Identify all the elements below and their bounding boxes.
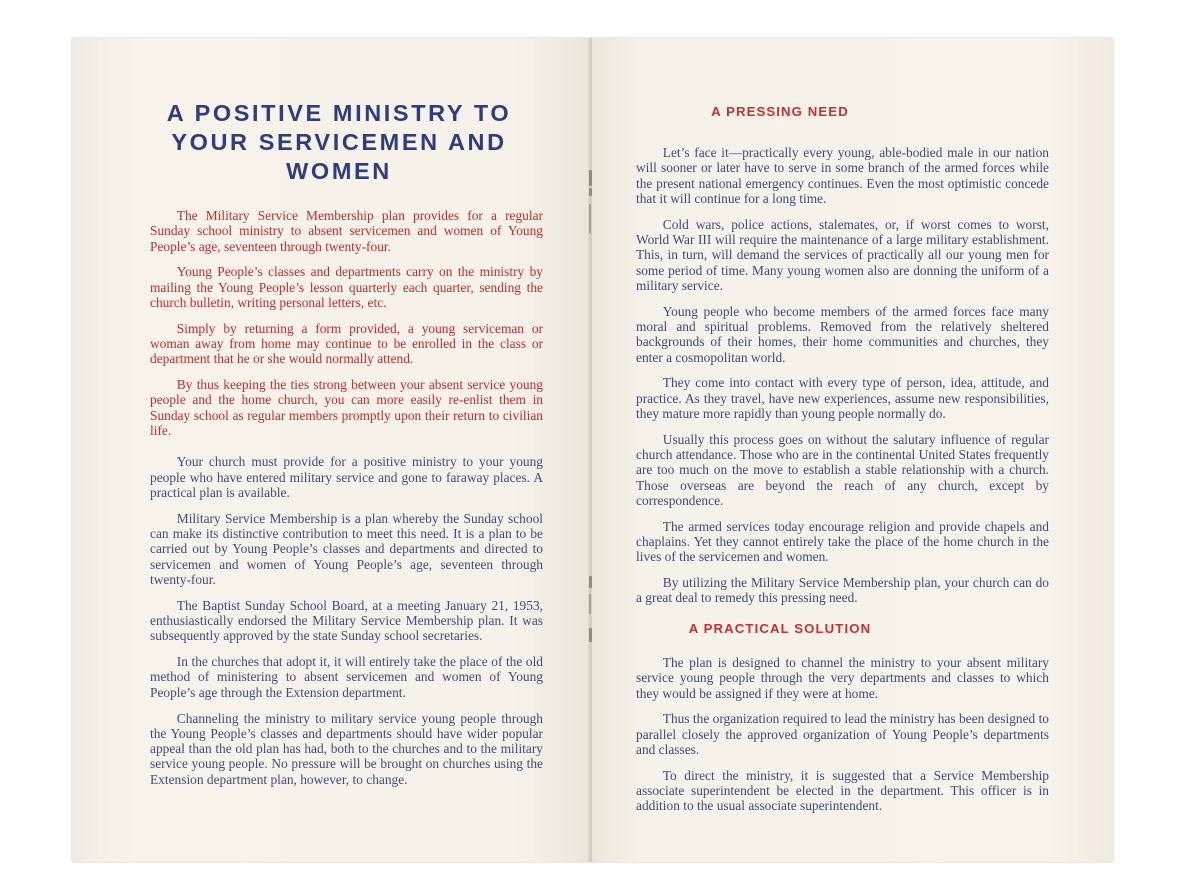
red-paragraph-3: Simply by returning a form provided, a young serviceman or woman away from home may continue to be enrolled in the class or department that he or she would normally attend. <box>150 320 543 367</box>
right-page-section-2 <box>636 655 1049 824</box>
body-paragraph-5: Channeling the ministry to military service young people through the Young People’s classes and departments should have wider popular appeal than the old plan has had, both to the churches and to the military service young people. No pressure will be brought on churches using the Extension department plan, however, to change. <box>150 710 543 787</box>
red-paragraph-1: The Military Service Membership plan provides for a regular Sunday school ministry to absent servicemen and women of Young People’s age, seventeen through twenty-four. <box>150 208 543 254</box>
section-heading-pressing-need: A PRESSING NEED <box>711 104 849 119</box>
section-1-paragraph: They come into contact with every type of person, idea, attitude, and practice. As they travel, have new experiences, assume new responsibilities, they mature more rapidly than young people normally do. <box>636 375 1049 421</box>
red-paragraph-2: Young People’s classes and departments carry on the ministry by mailing the Young People’s lesson quarterly each quarter, sending the church bulletin, writing personal letters, etc. <box>150 264 543 310</box>
page-title: A POSITIVE MINISTRY TO YOUR SERVICEMEN AND WOMEN <box>166 100 512 184</box>
staple-mark <box>589 204 591 234</box>
section-1-paragraph: Usually this process goes on without the salutary influence of regular church attendance. Those who are in the continental United States frequently are too much on the move to establish a stable relationship with a church. Those overseas are beyond the reach of any church, except by correspondence. <box>636 431 1049 508</box>
body-paragraph-2: Military Service Membership is a plan whereby the Sunday school can make its distinctive contribution to meet this need. It is a plan to be carried out by Young People’s classes and departments and directed to servicemen and women of Young People’s age, seventeen through twenty-four. <box>150 510 543 587</box>
section-heading-practical-solution: A PRACTICAL SOLUTION <box>688 621 872 636</box>
staple-mark <box>589 594 591 614</box>
section-2-paragraph: To direct the ministry, it is suggested that a Service Membership associate superintendent be elected in the department. This officer is in addition to the usual associate superintendent. <box>636 767 1049 814</box>
section-1-paragraph: Cold wars, police actions, stalemates, or, if worst comes to worst, World War III will require the maintenance of a large military establishment. This, in turn, will demand the services of practically all our young men for some period of time. Many young women also are donning the uniform of a military service. <box>636 216 1049 293</box>
red-paragraph-4: By thus keeping the ties strong between your absent service young people and the home church, you can more easily re-enlist them in Sunday school as regular members promptly upon their return to civilian life. <box>150 377 543 439</box>
section-1-paragraph: By utilizing the Military Service Membership plan, your church can do a great deal to remedy this pressing need. <box>636 575 1049 606</box>
body-paragraph-3: The Baptist Sunday School Board, at a meeting January 21, 1953, enthusiastically endorsed the Military Service Membership plan. It was subsequently approved by the state Sunday school secretaries. <box>150 597 543 644</box>
section-2-paragraph: Thus the organization required to lead the ministry has been designed to parallel closely the approved organization of Young People’s departments and classes. <box>636 711 1049 757</box>
section-1-paragraph: Young people who become members of the armed forces face many moral and spiritual problems. Removed from the relatively sheltered backgrounds of their homes, their home communities and churches, they enter a cosmopolitan world. <box>636 303 1049 365</box>
body-paragraph-4: In the churches that adopt it, it will entirely take the place of the old method of ministering to absent servicemen and women of Young People’s age through the Extension department. <box>150 654 543 700</box>
section-1-paragraph: Let’s face it—practically every young, able-bodied male in our nation will sooner or later have to serve in some branch of the armed forces while the present national emergency continues. Even the most optimistic concede that it will continue for a long time. <box>636 145 1049 206</box>
body-paragraph-1: Your church must provide for a positive ministry to your young people who have entered military service and gone to faraway places. A practical plan is available. <box>150 454 543 500</box>
section-2-paragraph: The plan is designed to channel the ministry to your absent military service young people through the very departments and classes to which they would be assigned if they were at home. <box>636 655 1049 701</box>
right-page-section-1 <box>636 145 1049 616</box>
left-page <box>72 38 590 862</box>
left-page-body <box>150 208 543 798</box>
section-1-paragraph: The armed services today encourage religion and provide chapels and chaplains. Yet they cannot entirely take the place of the home church in the lives of the servicemen and women. <box>636 518 1049 565</box>
